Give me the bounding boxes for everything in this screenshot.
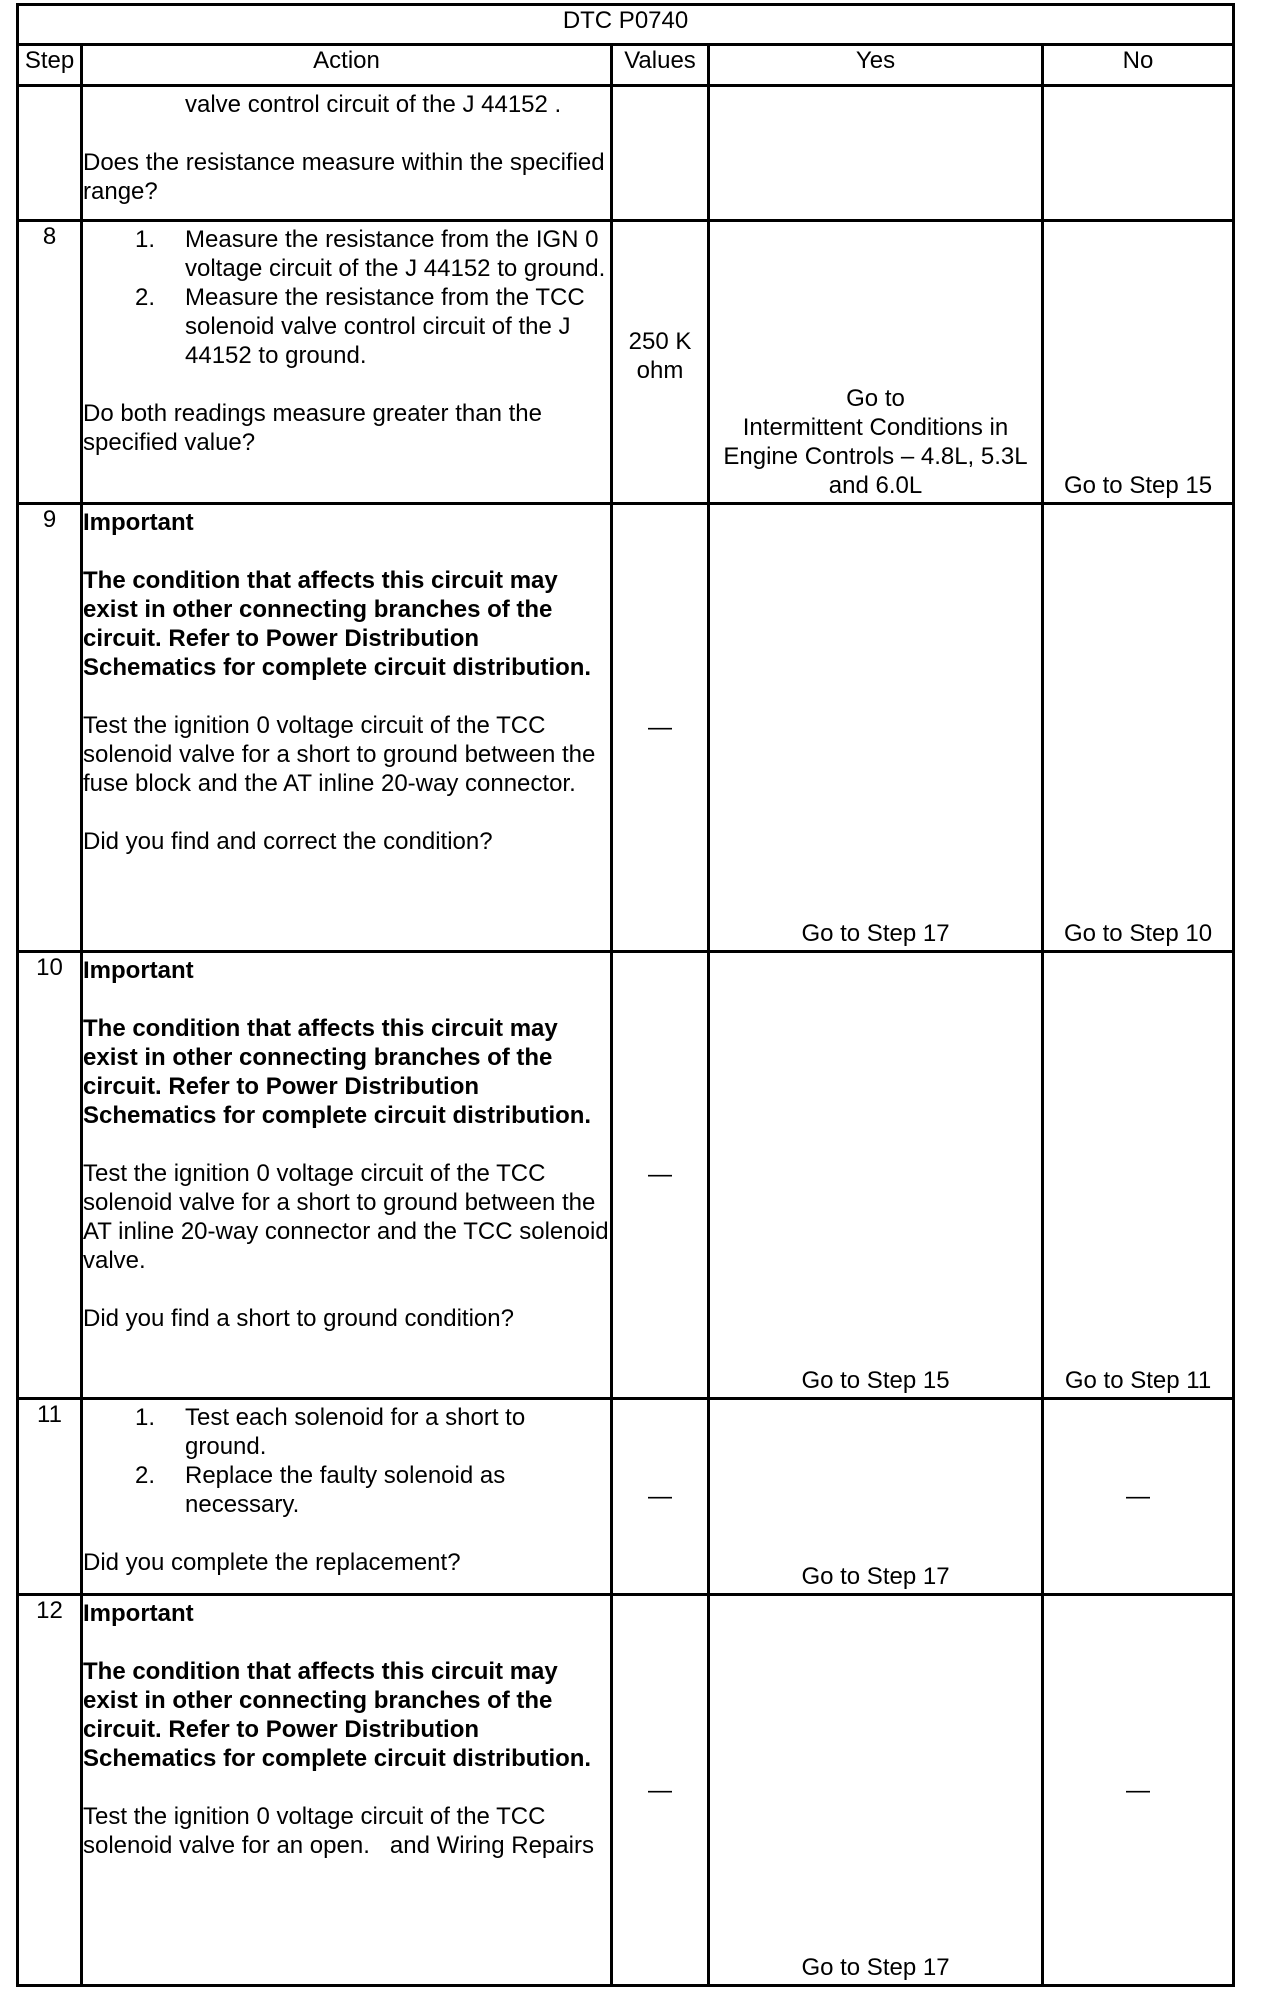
yes-line-1: Go to [846, 384, 905, 412]
list-item [83, 283, 610, 370]
action-text: valve control circuit of the J 44152 . [185, 91, 562, 119]
yes-cell [709, 951, 1043, 1398]
value-text: — [612, 503, 709, 951]
action-text: Test the ignition 0 voltage circuit of the TCC solenoid valve for an open. and Wiring Repairs [83, 1803, 594, 1860]
action-cell [82, 221, 612, 504]
no-link[interactable]: Go to Step 10 [1063, 919, 1213, 947]
list-item [83, 1461, 610, 1519]
yes-cell [709, 503, 1043, 951]
important-note: The condition that affects this circuit may exist in other connecting branches of the circuit. Refer to Power Distribution Schematics for complete circuit distribution. [83, 566, 592, 681]
step-number: 8 [18, 221, 82, 504]
yes-link[interactable]: Go to Step 17 [801, 1954, 950, 1981]
table-row [18, 503, 1234, 951]
no-link[interactable]: Go to Step 11 [1064, 1366, 1212, 1394]
header-values: Values [612, 45, 709, 86]
action-cell [82, 1398, 612, 1594]
yes-cell [709, 86, 1043, 221]
value-text: — [612, 951, 709, 1398]
list-text: Measure the resistance from the TCC solenoid valve control circuit of the J 44152 to ground. [185, 284, 585, 370]
no-cell [1043, 503, 1234, 951]
yes-link[interactable]: Go to Step 15 [801, 1366, 950, 1394]
step-number: 11 [18, 1398, 82, 1594]
yes-cell [709, 221, 1043, 504]
action-question: Did you complete the replacement? [83, 1548, 461, 1576]
important-note: The condition that affects this circuit may exist in other connecting branches of the circuit. Refer to Power Distribution Schematics for complete circuit distribution. [83, 1658, 592, 1773]
header-step: Step [18, 45, 82, 86]
table-title: DTC P0740 [18, 5, 1234, 45]
table-title-row [18, 5, 1234, 45]
list-number: 1. [135, 226, 156, 254]
yes-link[interactable]: Intermittent Conditions in Engine Controls – 4.8L, 5.3L and 6.0L [723, 413, 1028, 499]
no-cell [1043, 951, 1234, 1398]
important-note: The condition that affects this circuit may exist in other connecting branches of the circuit. Refer to Power Distribution Schematics for complete circuit distribution. [83, 1014, 592, 1129]
no-text: — [1043, 1595, 1234, 1986]
step-cell [18, 86, 82, 221]
important-label: Important [83, 508, 194, 536]
action-question: Did you find and correct the condition? [83, 827, 493, 855]
action-text: Test the ignition 0 voltage circuit of the TCC solenoid valve for a short to ground between the AT inline 20-way connector and the TCC solenoid valve. [83, 1159, 609, 1274]
value-text: — [612, 1398, 709, 1594]
yes-cell [709, 1398, 1043, 1594]
action-cell [82, 503, 612, 951]
action-cell [82, 86, 612, 221]
header-no: No [1043, 45, 1234, 86]
list-text: Replace the faulty solenoid as necessary. [185, 1461, 506, 1518]
value-text: — [612, 1595, 709, 1986]
dtc-table [16, 3, 1235, 1987]
table-row [18, 221, 1234, 504]
action-question: Does the resistance measure within the specified range? [83, 149, 605, 206]
values-cell [612, 221, 709, 504]
list-number: 1. [135, 1403, 156, 1431]
step-number: 9 [18, 503, 82, 951]
important-label: Important [83, 956, 194, 984]
list-text: Test each solenoid for a short to ground. [185, 1403, 526, 1460]
yes-link[interactable]: Go to Step 17 [801, 919, 950, 947]
action-question: Did you find a short to ground condition? [83, 1304, 514, 1332]
step-number: 10 [18, 951, 82, 1398]
yes-link[interactable]: Go to Step 17 [801, 1563, 950, 1591]
list-number: 2. [135, 1461, 156, 1489]
list-item [83, 1403, 610, 1461]
step-number: 12 [18, 1595, 82, 1986]
table-header-row [18, 45, 1234, 86]
list-number: 2. [135, 284, 156, 312]
table-row [18, 1595, 1234, 1986]
table-row [18, 86, 1234, 221]
action-cell [82, 951, 612, 1398]
action-list [83, 225, 610, 370]
header-action: Action [82, 45, 612, 86]
list-text: Measure the resistance from the IGN 0 voltage circuit of the J 44152 to ground. [185, 226, 606, 283]
action-text: Test the ignition 0 voltage circuit of the TCC solenoid valve for a short to ground between the fuse block and the AT inline 20-way connector. [83, 711, 596, 797]
action-list [83, 1403, 610, 1519]
list-item [83, 225, 610, 283]
header-yes: Yes [709, 45, 1043, 86]
table-row [18, 1398, 1234, 1594]
action-question: Do both readings measure greater than the specified value? [83, 400, 542, 457]
no-link[interactable]: Go to Step 15 [1063, 471, 1213, 499]
value-text: 250 K ohm [628, 328, 692, 385]
action-cell [82, 1595, 612, 1986]
yes-text [710, 384, 1041, 500]
values-cell [612, 86, 709, 221]
no-cell [1043, 86, 1234, 221]
important-label: Important [83, 1600, 194, 1628]
yes-cell [709, 1595, 1043, 1986]
no-text: — [1043, 1398, 1234, 1594]
table-row [18, 951, 1234, 1398]
no-cell [1043, 221, 1234, 504]
